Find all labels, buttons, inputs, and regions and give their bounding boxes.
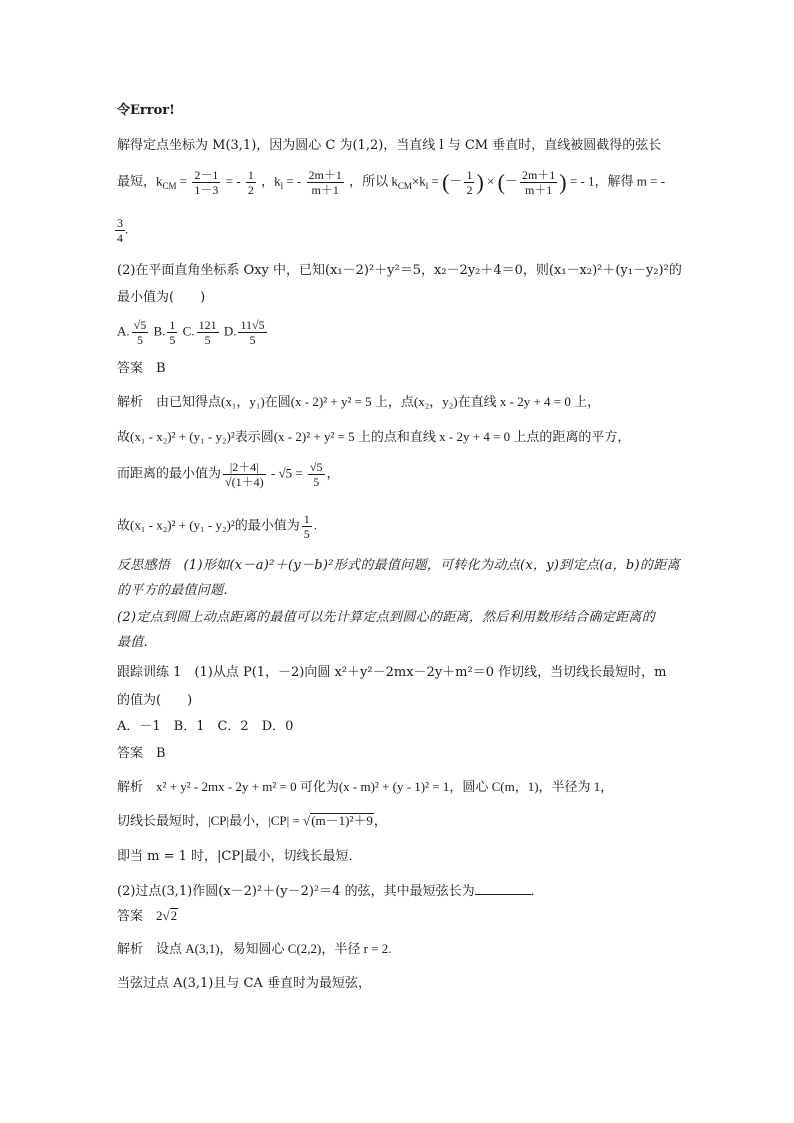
fraction: $\frac{1}{2}$ [466, 168, 473, 197]
fraction: $\frac{1}{2}$ [247, 168, 254, 197]
analysis-line-9: 当弦过点 A(3,1)且与 CA 垂直时为最短弦， [117, 976, 371, 991]
exercise-1-line-2: 的值为( ) [117, 693, 193, 708]
analysis-line-1: 解析 由已知得点(x₁，y₁)在圆(x - 2)² + y² = 5 上，点(x₂，y₂)在直线 x - 2y + 4 = 0 上， [117, 394, 601, 409]
reflection-line-3: (2)定点到圆上动点距离的最值可以先计算定点到圆心的距离，然后利用数形结合确定距离的 [117, 610, 656, 625]
exercise-1-options: A．－1 B．1 C．2 D．0 [117, 719, 294, 734]
reflection-line-2: 的平方的最值问题. [117, 583, 228, 598]
reflection-line-1: 反思感悟 (1)形如(x－a)²＋(y－b)²形式的最值问题，可转化为动点(x，y)到定点(a，b)的距离 [117, 558, 680, 573]
fraction: $\frac{2m+1}{m+1}$ [308, 168, 342, 197]
fraction: $\frac{2m+1}{m+1}$ [521, 168, 556, 197]
analysis-line-3: 而距离的最小值为 $\frac{|2+4|}{√(1+4)}$ - √5 = $\frac{√5}{5}$ ， [117, 460, 340, 489]
solution-line-1: 解得定点坐标为 M(3,1)，因为圆心 C 为(1,2)，当直线 l 与 CM 垂直时，直线被圆截得的弦长 [117, 138, 662, 153]
answer-label-2: 答案 B [117, 746, 166, 761]
exercise-1-line-1: 跟踪训练 1 (1)从点 P(1，－2)向圆 x²＋y²－2mx－2y＋m²＝0 作切线，当切线长最短时，m [117, 665, 667, 680]
fraction: $\frac{2-1}{1-3}$ [194, 168, 219, 197]
analysis-line-5: 解析 x² + y² - 2mx - 2y + m² = 0 可化为(x - m)² + (y - 1)² = 1，圆心 C(m，1)，半径为 1， [117, 779, 614, 794]
solution-line-2: 最短，$k_{CM}$ = $\frac{2-1}{1-3}$ = - $\frac{1}{2}$ ，$k_l$ = - $\frac{2m+1}{m+1}$ ，所以 $k_{CM}\times k_l$ = (－ $\frac{1}{2}$ ) × (－ $\frac{2m+1}{m+1}$ ) = - 1，解得 m = - [117, 168, 666, 197]
question-2-line-1: (2)在平面直角坐标系 Oxy 中，已知(x₁－2)²＋y²＝5，x₂－2y₂＋4＝0，则(x₁－x₂)²＋(y₁－y₂)²的 [117, 263, 682, 278]
answer-blank [475, 882, 531, 895]
fraction-three-quarters: $\frac{3}{4}$ . [117, 216, 129, 245]
question-2-options: A. $\frac{√5}{5}$ B. $\frac{1}{5}$ C. $\frac{121}{5}$ D. $\frac{11√5}{5}$ [117, 318, 265, 347]
question-2-line-2: 最小值为( ) [117, 290, 206, 305]
analysis-line-2: 故(x₁ - x₂)² + (y₁ - y₂)²表示圆(x - 2)² + y² = 5 上的点和直线 x - 2y + 4 = 0 上点的距离的平方， [117, 429, 631, 444]
reflection-line-4: 最值. [117, 635, 149, 650]
answer-label-3: 答案 2√2 [117, 908, 178, 923]
analysis-line-4: 故(x₁ - x₂)² + (y₁ - y₂)²的最小值为 $\frac{1}{5}$ . [117, 512, 317, 541]
answer-label-1: 答案 B [117, 361, 166, 376]
analysis-line-7: 即当 m = 1 时，|CP|最小，切线长最短． [117, 849, 362, 864]
line-error: 令Error! [117, 103, 175, 118]
exercise-1-part-2: (2)过点(3,1)作圆(x－2)²＋(y－2)²＝4 的弦，其中最短弦长为 ． [117, 884, 544, 899]
analysis-line-8: 解析 设点 A(3,1)，易知圆心 C(2,2)，半径 r = 2. [117, 941, 392, 956]
analysis-line-6: 切线长最短时，|CP|最小，|CP| = √(m－1)²＋9， [117, 813, 387, 828]
